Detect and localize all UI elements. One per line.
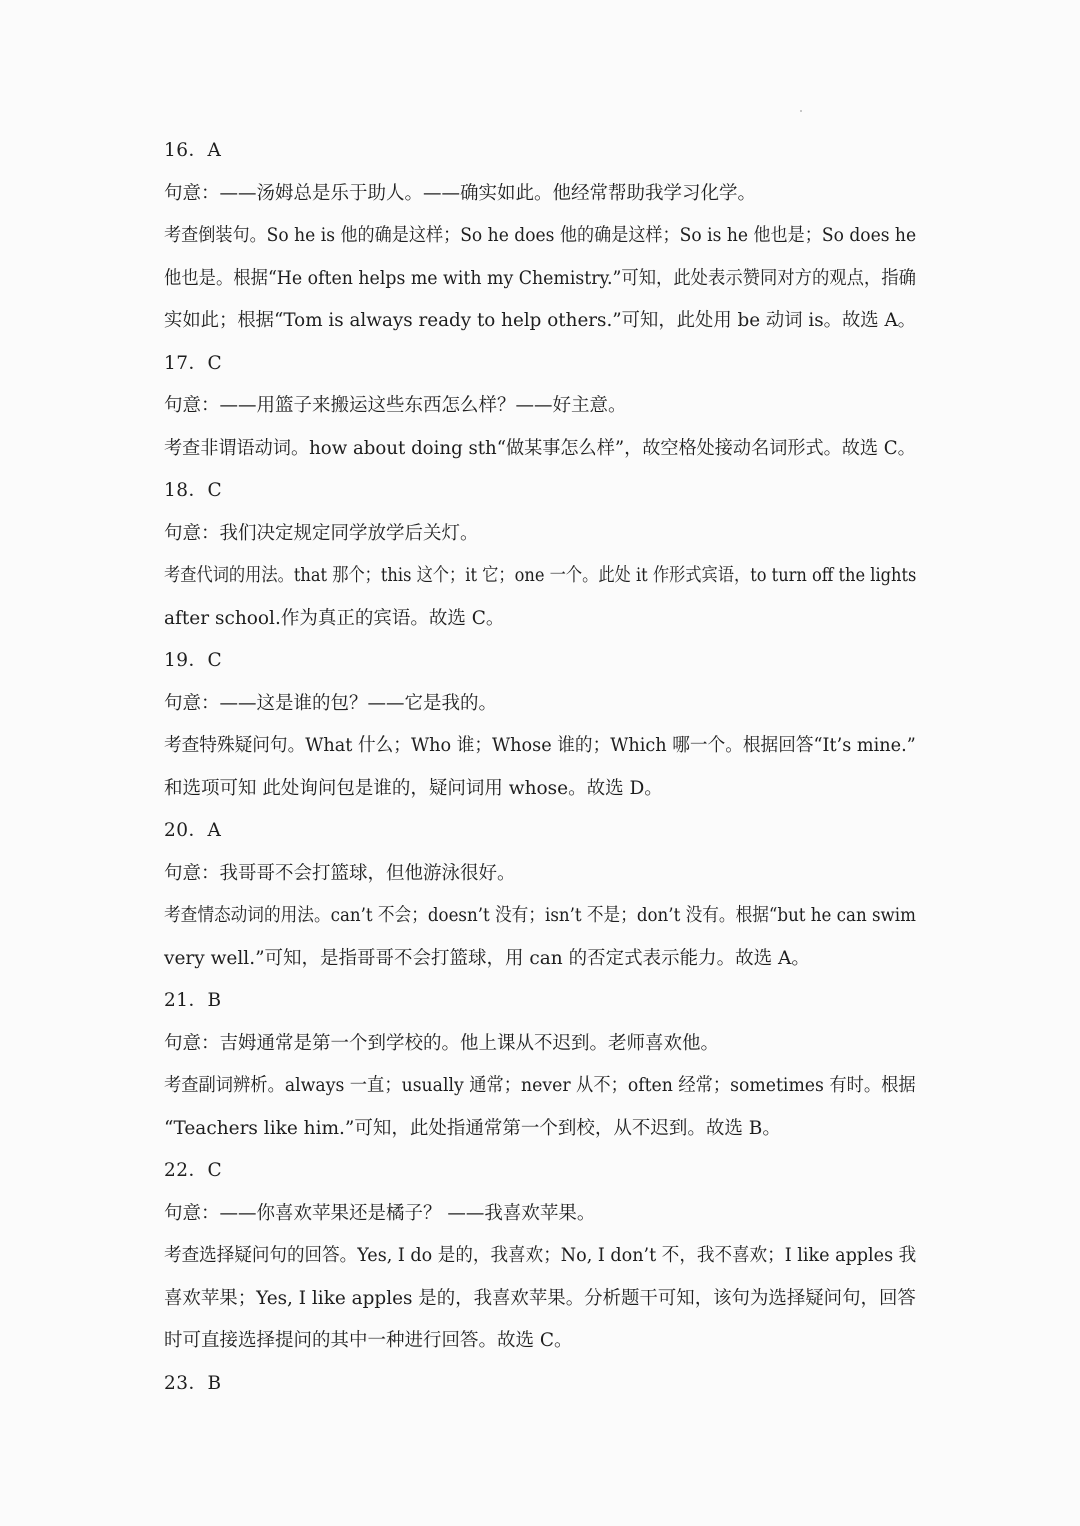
answer-18-explanation-line: 考查代词的用法。that 那个；this 这个；it 它；one 一个。此处 it 作形式宾语，to turn off the lights: [164, 565, 917, 586]
answer-16-translation: 句意：——汤姆总是乐于助人。——确实如此。他经常帮助我学习化学。: [164, 182, 757, 204]
answer-23-heading: 23．B: [164, 1372, 222, 1394]
answer-22-heading: 22．C: [164, 1160, 223, 1181]
answer-19-explanation-line: 和选项可知 此处询问包是谁的，疑问词用 whose。故选 D。: [164, 777, 663, 799]
answer-21-translation: 句意：吉姆通常是第一个到学校的。他上课从不迟到。老师喜欢他。: [164, 1032, 720, 1054]
answer-21-explanation-line: 考查副词辨析。always 一直；usually 通常；never 从不；often 经常；sometimes 有时。根据: [164, 1075, 916, 1096]
answer-19-explanation-line: 考查特殊疑问句。What 什么；Who 谁；Whose 谁的；Which 哪一个。根据回答“It’s mine.”: [164, 735, 916, 756]
answer-19-heading: 19．C: [164, 650, 223, 671]
answer-21-heading: 21．B: [164, 990, 222, 1011]
answer-17-explanation-line: 考查非谓语动词。how about doing sth“做某事怎么样”，故空格处接动名词形式。故选 C。: [164, 437, 916, 459]
answer-22-explanation-line: 喜欢苹果；Yes, I like apples 是的，我喜欢苹果。分析题干可知，该句为选择疑问句，回答: [164, 1287, 916, 1309]
speck-mark: [800, 110, 802, 112]
answer-19-translation: 句意：——这是谁的包？——它是我的。: [164, 692, 498, 714]
answer-16-explanation-line: 他也是。根据“He often helps me with my Chemistry.”可知，此处表示赞同对方的观点，指确: [164, 267, 916, 289]
answer-20-translation: 句意：我哥哥不会打篮球，但他游泳很好。: [164, 862, 516, 884]
answer-20-explanation-line: very well.”可知，是指哥哥不会打篮球，用 can 的否定式表示能力。故选 A。: [164, 947, 810, 969]
answer-22-explanation-line: 时可直接选择提问的其中一种进行回答。故选 C。: [164, 1330, 573, 1351]
answer-21-explanation-line: “Teachers like him.”可知，此处指通常第一个到校，从不迟到。故选 B。: [164, 1117, 781, 1139]
answer-18-translation: 句意：我们决定规定同学放学后关灯。: [164, 522, 479, 544]
answer-17-translation: 句意：——用篮子来搬运这些东西怎么样？——好主意。: [164, 395, 627, 416]
answer-20-explanation-line: 考查情态动词的用法。can’t 不会；doesn’t 没有；isn’t 不是；don’t 没有。根据“but he can swim: [164, 905, 916, 926]
answer-22-explanation-line: 考查选择疑问句的回答。Yes, I do 是的，我喜欢；No, I don’t 不，我不喜欢；I like apples 我: [164, 1245, 917, 1266]
answer-20-heading: 20．A: [164, 820, 222, 841]
answer-explanations: [164, 130, 924, 1405]
answer-22-translation: 句意：——你喜欢苹果还是橘子？ ——我喜欢苹果。: [164, 1202, 596, 1224]
answer-16-explanation-line: 实如此；根据“Tom is always ready to help others.”可知，此处用 be 动词 is。故选 A。: [164, 310, 917, 331]
answer-18-heading: 18．C: [164, 480, 223, 501]
answer-18-explanation-line: after school.作为真正的宾语。故选 C。: [164, 607, 505, 629]
answer-17-heading: 17．C: [164, 352, 223, 374]
answer-16-explanation-line: 考查倒装句。So he is 他的确是这样；So he does 他的确是这样；So is he 他也是；So does he: [164, 225, 917, 246]
answer-16-heading: 16．A: [164, 140, 222, 161]
